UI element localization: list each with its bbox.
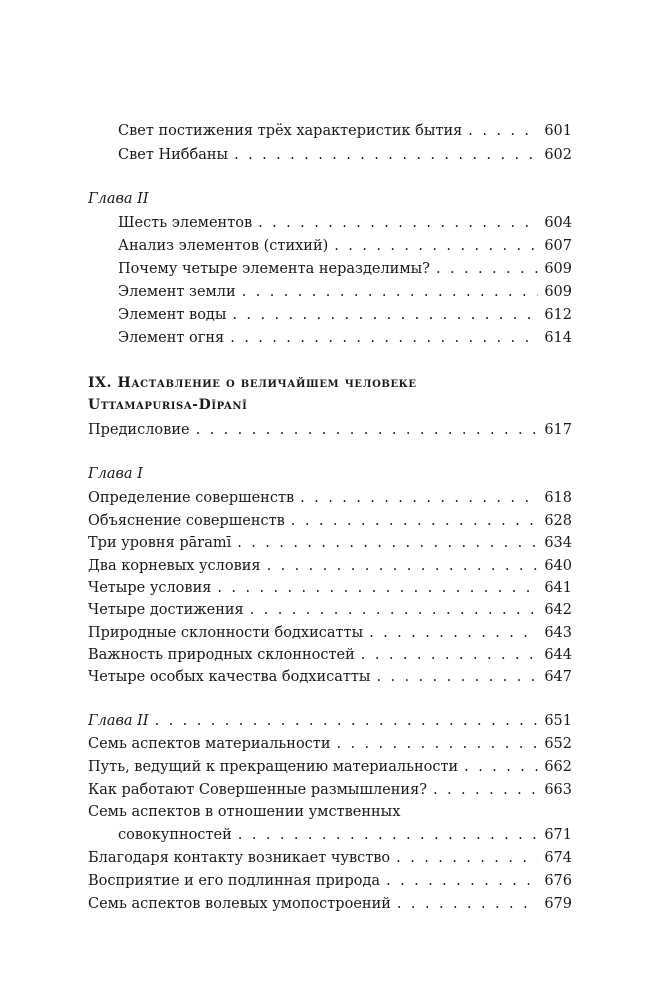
- toc-entry-page: 618: [544, 490, 572, 506]
- leader-dots: [267, 555, 539, 577]
- toc-entry: [118, 281, 572, 303]
- toc-entry-page: 628: [544, 513, 572, 529]
- toc-entry-page: 612: [544, 307, 572, 323]
- leader-dots: [238, 824, 539, 846]
- leader-dots: [230, 327, 538, 349]
- toc-entry-title-line1: Семь аспектов в отношении умственных: [88, 804, 401, 820]
- toc-entry-page: 641: [544, 580, 572, 596]
- leader-dots: [397, 893, 538, 915]
- toc-entry: [88, 779, 572, 801]
- toc-entry-page: 663: [544, 782, 572, 798]
- leader-dots: [464, 756, 538, 778]
- toc-entry-title: Анализ элементов (стихий): [118, 238, 329, 254]
- toc-entry-page: 674: [544, 850, 572, 866]
- toc-entry: [88, 622, 572, 644]
- leader-dots: [376, 666, 538, 688]
- toc-entry: [88, 893, 572, 915]
- toc-entry: [118, 120, 572, 142]
- toc-entry-title: Почему четыре элемента неразделимы?: [118, 261, 430, 277]
- leader-dots: [300, 487, 538, 509]
- toc-entry-page: 642: [544, 602, 572, 618]
- leader-dots: [369, 622, 538, 644]
- toc-entry-title: Шесть элементов: [118, 215, 253, 231]
- toc-entry-page: 617: [544, 422, 572, 438]
- leader-dots: [155, 710, 539, 732]
- toc-entry-title: Путь, ведущий к прекращению материальности: [88, 759, 459, 775]
- toc-entry: [88, 577, 572, 599]
- toc-entry: [88, 666, 572, 688]
- toc-entry-title: Свет Ниббаны: [118, 147, 229, 163]
- toc-entry-title: Четыре особых качества бодхисатты: [88, 669, 371, 685]
- toc-entry-title: Важность природных склонностей: [88, 647, 355, 663]
- toc-entry: [118, 258, 572, 280]
- toc-entry: [88, 532, 572, 554]
- toc-entry-page: 652: [544, 736, 572, 752]
- toc-entry-page: 640: [544, 558, 572, 574]
- chapter-heading: Глава II: [88, 191, 149, 207]
- leader-dots: [361, 644, 539, 666]
- toc-entry-title: Семь аспектов материальности: [88, 736, 331, 752]
- toc-entry: [118, 144, 572, 166]
- leader-dots: [436, 258, 538, 280]
- toc-entry-page: 647: [544, 669, 572, 685]
- toc-entry-title: Определение совершенств: [88, 490, 295, 506]
- leader-dots: [336, 733, 538, 755]
- chapter-heading: Глава II: [88, 713, 149, 729]
- toc-entry: [88, 733, 572, 755]
- toc-entry-page: 644: [544, 647, 572, 663]
- toc-entry-title: Природные склонности бодхисатты: [88, 625, 364, 641]
- toc-entry-title: Свет постижения трёх характеристик бытия: [118, 123, 463, 139]
- leader-dots: [232, 304, 538, 326]
- leader-dots: [258, 212, 538, 234]
- toc-entry-page: 609: [544, 261, 572, 277]
- leader-dots: [234, 144, 538, 166]
- section-heading-line2: Uttamapurisa-Dīpanī: [88, 397, 248, 413]
- toc-entry-title: Два корневых условия: [88, 558, 261, 574]
- toc-entry: [118, 304, 572, 326]
- toc-entry: [118, 235, 572, 257]
- toc-entry-page: 651: [544, 713, 572, 729]
- leader-dots: [250, 599, 539, 621]
- toc-entry: [118, 212, 572, 234]
- toc-entry-title: Благодаря контакту возникает чувство: [88, 850, 391, 866]
- toc-entry-title: Предисловие: [88, 422, 190, 438]
- toc-entry-page: 601: [544, 123, 572, 139]
- toc-entry: [88, 756, 572, 778]
- leader-dots: [468, 120, 538, 142]
- toc-entry-title: Объяснение совершенств: [88, 513, 285, 529]
- leader-dots: [386, 870, 538, 892]
- chapter-heading-entry: [88, 710, 572, 732]
- leader-dots: [334, 235, 538, 257]
- toc-entry-page: 634: [544, 535, 572, 551]
- chapter-heading: Глава I: [88, 466, 143, 482]
- toc-entry: [88, 555, 572, 577]
- toc-entry-title: Четыре достижения: [88, 602, 244, 618]
- toc-entry-page: 602: [544, 147, 572, 163]
- leader-dots: [242, 281, 539, 303]
- toc-entry-title: Восприятие и его подлинная природа: [88, 873, 381, 889]
- toc-entry-title: Как работают Совершенные размышления?: [88, 782, 427, 798]
- toc-entry-title: Элемент огня: [118, 330, 225, 346]
- leader-dots: [217, 577, 538, 599]
- toc-entry-page: 662: [544, 759, 572, 775]
- leader-dots: [237, 532, 538, 554]
- toc-entry: [118, 824, 572, 846]
- leader-dots: [433, 779, 538, 801]
- toc-entry-title: Семь аспектов волевых умопостроений: [88, 896, 391, 912]
- toc-entry-page: 607: [544, 238, 572, 254]
- leader-dots: [291, 510, 539, 532]
- toc-entry-page: 643: [544, 625, 572, 641]
- toc-entry: [88, 599, 572, 621]
- toc-entry-page: 676: [544, 873, 572, 889]
- toc-entry: [118, 327, 572, 349]
- toc-entry-title: Три уровня pāramī: [88, 535, 232, 551]
- toc-entry-title: Четыре условия: [88, 580, 212, 596]
- toc-entry-page: 671: [544, 827, 572, 843]
- toc-entry-page: 679: [544, 896, 572, 912]
- toc-entry: [88, 870, 572, 892]
- toc-entry: [88, 510, 572, 532]
- toc-entry-page: 609: [544, 284, 572, 300]
- leader-dots: [396, 847, 538, 869]
- toc-entry-title-line2: совокупностей: [118, 827, 232, 843]
- toc-entry-page: 614: [544, 330, 572, 346]
- toc-entry: [88, 644, 572, 666]
- toc-entry-preface: [88, 419, 572, 441]
- toc-entry: [88, 487, 572, 509]
- toc-entry-title: Элемент воды: [118, 307, 227, 323]
- toc-entry-page: 604: [544, 215, 572, 231]
- leader-dots: [196, 419, 539, 441]
- toc-entry: [88, 847, 572, 869]
- section-heading-line1: IX. Наставление о величайшем человеке: [88, 375, 417, 391]
- toc-entry-title: Элемент земли: [118, 284, 236, 300]
